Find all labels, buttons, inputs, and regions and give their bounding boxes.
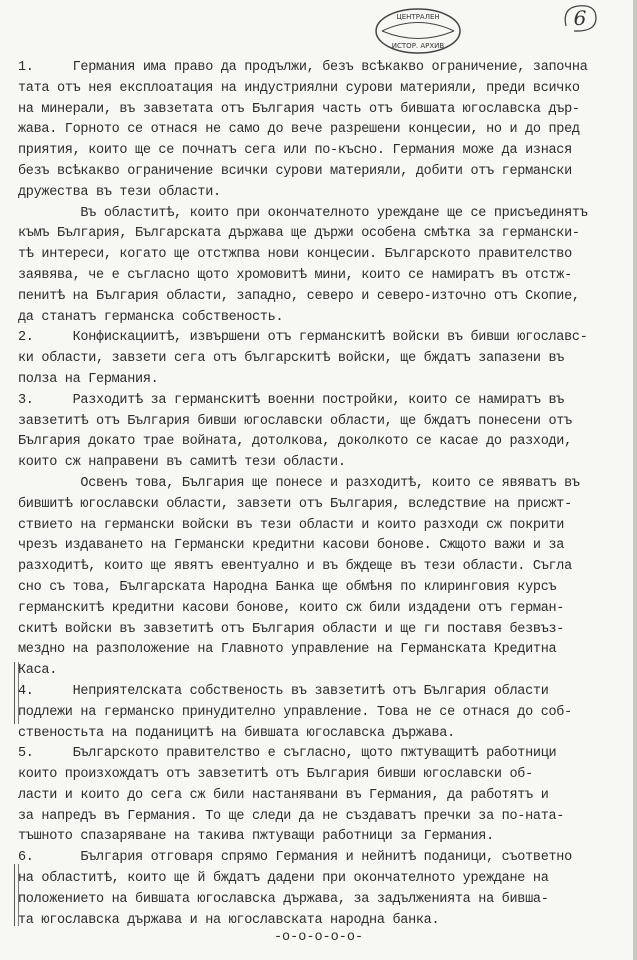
text-line: завзетитѣ отъ България бивши югославски области, ще бждатъ понесени отъ — [18, 413, 572, 429]
text-line: които произхождатъ отъ завзетитѣ отъ България бивши югославски об- — [18, 767, 533, 783]
text-line: България докато трае войната, дотолкова, доколкото се касае до разходи, — [18, 434, 572, 450]
text-line: тата отъ нея експлоатация на индустриялни сурови материяли, преди всичко — [18, 80, 580, 96]
text-line: 2. Конфискациитѣ, извършени отъ германскитѣ войски въ бивши югославс- — [18, 330, 588, 346]
text-line: Въ областитѣ, които при окончателното уреждане ще се присъединятъ — [18, 205, 588, 221]
text-line: безъ всѣкакво ограничение всички сурови материяли, добити отъ германски — [18, 163, 572, 179]
text-line: 6. България отговаря спрямо Германия и нейнитѣ поданици, съответно — [18, 850, 572, 866]
end-separator: -о-о-о-о-о- — [273, 930, 364, 945]
text-line: ствието на германски войски въ тези области и които разходи сж покрити — [18, 517, 565, 533]
text-line: Освенъ това, България ще понесе и разходитѣ, които се явяватъ въ — [18, 475, 580, 491]
text-line: 5. Българското правителство е съгласно, щото пжтуващитѣ работници — [18, 746, 557, 762]
text-line: пенитѣ на България области, западно, северо и северо-източно отъ Скопие, — [18, 288, 580, 304]
svg-text:6: 6 — [573, 6, 587, 30]
text-line: ки области, завзети сега отъ българскитѣ войски, ще бждатъ запазени въ — [18, 351, 565, 367]
text-line: бившитѣ югославски области, завзети отъ България, вследствие на присжт- — [18, 496, 572, 512]
text-line: заявява, че е съгласно щото хромовитѣ мини, които се намиратъ въ отстж- — [18, 267, 572, 283]
svg-text:ЦЕНТРАЛЕН: ЦЕНТРАЛЕН — [396, 13, 440, 21]
text-line: за напредъ въ Германия. То ще следи да не създаватъ пречки за по-ната- — [18, 808, 565, 824]
text-line: които сж направени въ самитѣ тези области. — [18, 455, 346, 471]
text-line: та югославска държава и на югославската народна банка. — [18, 912, 440, 928]
text-line: къмъ България, Българската държава ще държи особена смѣтка за германски- — [18, 226, 580, 242]
text-line: тъшното спазаряване на такива пжтуващи работници за Германия. — [18, 829, 494, 845]
text-line: ственостьта на поданицитѣ на бившата югославска държава. — [18, 725, 455, 741]
text-line: подлежи на германско принудително управление. Това не се отнася до соб- — [18, 704, 572, 720]
text-line: тѣ интереси, когато ще отстжпва нови концесии. Българското правителство — [18, 247, 572, 263]
text-line: разходитѣ, които ще явятъ евентуално и въ бждеще въ тези области. Съгла — [18, 559, 572, 575]
text-line: сно съ това, Българската Народна Банка ще обмѣня по клиринговия курсъ — [18, 579, 557, 595]
text-line: дружества въ тези области. — [18, 184, 221, 200]
text-line: жава. Горното се отнася не само до вече разрешени концесии, но и до пред — [18, 122, 580, 138]
text-line: 4. Неприятелската собственость въ завзетитѣ отъ България области — [18, 683, 549, 699]
text-line: Каса. — [18, 663, 58, 679]
text-line: приятия, които ще се почнатъ сега или по-късно. Германия може да изнася — [18, 143, 572, 159]
text-line: 1. Германия има право да продължи, безъ всѣкакво ограничение, започна — [18, 60, 588, 75]
text-line: на минерали, въ завзетата отъ България часть отъ бившата югославска дър- — [18, 101, 580, 117]
text-line: чрезъ издаването на Германски кредитни касови бонове. Сжщото важи и за — [18, 538, 565, 554]
svg-text:ИСТОР. АРХИВ: ИСТОР. АРХИВ — [391, 42, 445, 50]
text-line: 3. Разходитѣ за германскитѣ военни постройки, които се намиратъ въ — [18, 392, 565, 408]
text-line: скитѣ войски въ завзетитѣ отъ България области и ще ги поставя безвъз- — [18, 621, 565, 637]
text-line: мездно на разположение на Главното управление на Германската Кредитна — [18, 642, 557, 658]
text-line: ласти и които до сега сж били настанявани въ Германия, да работятъ и — [18, 787, 549, 803]
document-body — [18, 58, 633, 931]
archive-stamp — [372, 4, 464, 56]
text-line: положението на бившата югославска държава, за задълженията на бивша- — [18, 891, 549, 907]
text-line: германскитѣ кредитни касови бонове, които сж били издадени отъ герман- — [18, 600, 565, 616]
text-line: полза на Германия. — [18, 371, 159, 387]
text-line: на областитѣ, които ще й бждатъ дадени при окончателното уреждане на — [18, 871, 549, 887]
page-number — [560, 2, 600, 34]
text-line: да станатъ германска собственость. — [18, 309, 284, 325]
page-edge — [633, 0, 637, 960]
